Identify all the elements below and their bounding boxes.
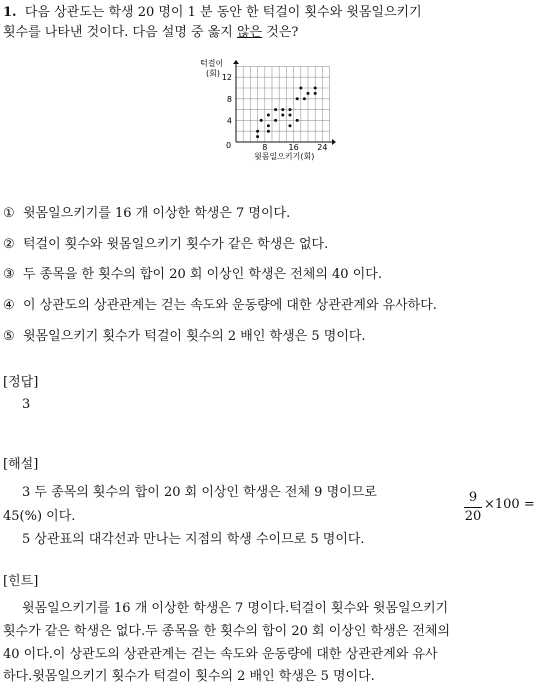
fraction-numerator: 9 <box>468 490 478 505</box>
data-point <box>296 119 299 122</box>
explanation-heading: [해설] <box>3 457 39 472</box>
x-axis-label: 윗몸일으키기(회) <box>254 152 315 161</box>
choice-4-mark: ④ <box>3 298 15 313</box>
hint-line-4: 하다.윗몸일으키기 횟수가 턱걸이 횟수의 2 배인 학생은 5 명이다. <box>3 669 375 684</box>
hint-line-2: 횟수가 같은 학생은 없다.두 종목을 한 횟수의 합이 20 회 이상인 학생은 전체의 <box>3 624 451 639</box>
fraction-denominator: 20 <box>464 509 482 524</box>
choice-5 <box>3 328 366 346</box>
question-line-1 <box>3 4 422 22</box>
y-axis-arrow <box>233 60 239 64</box>
data-point <box>274 119 277 122</box>
choice-4 <box>3 297 437 315</box>
data-point <box>281 114 284 117</box>
data-point <box>314 87 317 90</box>
choice-3-mark: ③ <box>3 267 15 282</box>
data-point <box>256 130 259 133</box>
fraction <box>464 490 482 525</box>
plot-grid <box>236 66 330 142</box>
data-point <box>289 124 292 127</box>
x-tick-label: 8 <box>262 143 268 152</box>
y-tick-label: 8 <box>226 94 232 104</box>
data-point <box>289 114 292 117</box>
y-axis-label-line-1: 턱걸이 <box>200 59 224 68</box>
choice-2-mark: ② <box>3 237 15 252</box>
hint-line-3: 40 이다.이 상관도의 상관관계는 걷는 속도와 운동량에 대한 상관관계와 유사 <box>3 647 438 662</box>
choice-4-text: 이 상관도의 상관관계는 걷는 속도와 운동량에 대한 상관관계와 유사하다. <box>23 298 437 313</box>
x-axis-arrow <box>332 139 336 145</box>
data-point <box>296 97 299 100</box>
hint-heading: [힌트] <box>3 574 39 589</box>
question-text-line-2a: 횟수를 나타낸 것이다. 다음 설명 중 옳지 <box>3 25 237 40</box>
y-tick-label: 4 <box>226 116 232 126</box>
y-axis-label-line-2: (회) <box>206 69 220 78</box>
data-point <box>256 135 259 138</box>
choice-1-mark: ① <box>3 206 15 221</box>
data-point <box>289 108 292 111</box>
data-point <box>314 92 317 95</box>
choice-5-text: 윗몸일으키기 횟수가 턱걸이 횟수의 2 배인 학생은 5 명이다. <box>23 329 366 344</box>
answer-value: 3 <box>22 397 31 412</box>
data-point <box>267 130 270 133</box>
explanation-line-3: 5 상관표의 대각선과 만나는 지점의 학생 수이므로 5 명이다. <box>22 532 365 547</box>
answer-heading: [정답] <box>3 375 39 390</box>
data-point <box>281 108 284 111</box>
question-text-line-2b: 것은? <box>262 25 299 40</box>
choice-2 <box>3 236 328 254</box>
choice-3 <box>3 266 382 284</box>
y-tick-label: 12 <box>221 73 232 83</box>
choice-1 <box>3 205 290 223</box>
explanation-line-1-tail: ×100 = <box>484 497 535 512</box>
explanation-line-2: 45(%) 이다. <box>3 509 76 524</box>
x-tick-label: 16 <box>288 143 299 152</box>
origin-label: 0 <box>226 141 232 150</box>
data-point <box>267 114 270 117</box>
choice-5-mark: ⑤ <box>3 329 15 344</box>
x-tick-label: 24 <box>317 143 328 152</box>
data-point <box>267 124 270 127</box>
data-point <box>260 119 263 122</box>
question-line-2 <box>3 24 298 42</box>
data-point <box>274 108 277 111</box>
scatter-plot <box>196 58 366 173</box>
choice-3-text: 두 종목을 한 횟수의 합이 20 회 이상인 학생은 전체의 40 이다. <box>23 267 382 282</box>
question-underlined-word: 않은 <box>237 25 263 40</box>
choice-2-text: 턱걸이 횟수와 윗몸일으키기 횟수가 같은 학생은 없다. <box>23 237 329 252</box>
tick-labels <box>222 73 328 152</box>
data-point <box>307 92 310 95</box>
choice-1-text: 윗몸일으키기를 16 개 이상한 학생은 7 명이다. <box>23 206 291 221</box>
fraction-bar <box>464 507 482 508</box>
question-text-line-1: 다음 상관도는 학생 20 명이 1 분 동안 한 턱걸이 횟수와 윗몸일으키기 <box>24 5 422 20</box>
explanation-line-1: 3 두 종목의 횟수의 합이 20 회 이상인 학생은 전체 9 명이므로 <box>22 485 377 500</box>
hint-line-1: 윗몸일으키기를 16 개 이상한 학생은 7 명이다.턱걸이 횟수와 윗몸일으키기 <box>22 601 449 616</box>
data-point <box>303 97 306 100</box>
question-number: 1. <box>3 5 17 20</box>
data-point <box>299 87 302 90</box>
